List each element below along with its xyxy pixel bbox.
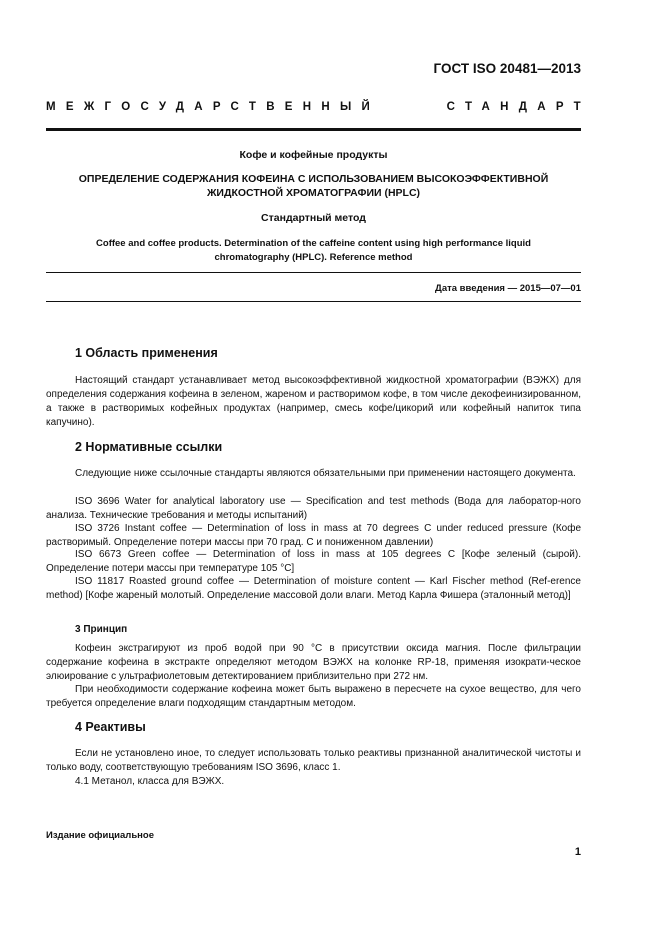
standard-code: ГОСТ ISO 20481—2013 — [433, 61, 581, 76]
section-2-paragraph-1 — [46, 467, 581, 481]
banner-interstate: МЕЖГОСУДАРСТВЕННЫЙ — [46, 101, 381, 113]
section-2-text-2: ISO 3696 Water for analytical laboratory use — Specification and test methods (Вода для лаборатор-ного анализа. Технические требования и методы испытаний) — [46, 496, 581, 521]
section-2-paragraph-5 — [46, 575, 581, 603]
section-3-text-2: При необходимости содержание кофеина может быть выражено в пересчете на сухое вещество, для чего требуется определение влаги подходящим стандартным методом. — [46, 684, 581, 709]
section-4-text-2: 4.1 Метанол, класса для ВЭЖХ. — [75, 776, 225, 787]
introduction-date: Дата введения — 2015—07—01 — [435, 283, 581, 294]
method-line: Стандартный метод — [261, 212, 366, 224]
title-line-2: ЖИДКОСТНОЙ ХРОМАТОГРАФИИ (HPLC) — [206, 187, 421, 199]
section-3-paragraph-2 — [46, 683, 581, 711]
section-4-text-1: Если не установлено иное, то следует использовать только реактивы признанной аналитической чистоты и только воду, соответствующую требованиям ISO 3696, класс 1. — [46, 748, 581, 773]
section-1-paragraph — [46, 374, 581, 430]
section-2-heading: 2 Нормативные ссылки — [75, 440, 223, 454]
section-2-text-3: ISO 3726 Instant coffee — Determination of loss in mass at 70 degrees C under reduced pressure (Кофе растворимый. Определение потери массы при 70 град. С и пониженном давлении) — [46, 523, 581, 548]
section-2-paragraph-2 — [46, 495, 581, 523]
title-rule — [46, 272, 581, 273]
section-2-text-1: Следующие ниже ссылочные стандарты являются обязательными при применении настоящего документа. — [75, 468, 576, 479]
section-2-text-4: ISO 6673 Green coffee — Determination of loss in mass at 105 degrees C [Кофе зеленый (сырой). Определение потери массы при температуре 105 °С] — [46, 549, 581, 574]
page-number: 1 — [574, 846, 581, 858]
section-2-paragraph-3 — [46, 522, 581, 550]
date-rule — [46, 301, 581, 302]
official-edition-label: Издание официальное — [46, 830, 154, 841]
topic-line: Кофе и кофейные продукты — [239, 149, 388, 161]
section-4-paragraph-2 — [46, 775, 581, 789]
section-3-heading: 3 Принцип — [75, 624, 128, 635]
section-4-heading: 4 Реактивы — [75, 720, 146, 734]
section-2-text-5: ISO 11817 Roasted ground coffee — Determination of moisture content — Karl Fischer method (Ref-erence method) [Кофе жареный молотый. Определение массовой доли влаги. Метод Карла Фишера (эталонный метод)] — [46, 576, 581, 601]
section-1-heading: 1 Область применения — [75, 346, 218, 360]
banner-standard: СТАНДАРТ — [446, 101, 591, 113]
section-3-text-1: Кофеин экстрагируют из проб водой при 90 °С в присутствии оксида магния. После фильтрации содержание кофеина в экстракте определяют методом ВЭЖХ на колонке RP-18, применяя изократи-ческое элюирование с ультрафиолетовым детектированием приблизительно при 272 нм. — [46, 643, 581, 682]
english-title-line-1: Coffee and coffee products. Determination of the caffeine content using high performance liquid — [96, 238, 531, 249]
section-3-paragraph-1 — [46, 642, 581, 684]
header-rule — [46, 128, 581, 131]
section-2-paragraph-4 — [46, 548, 581, 576]
section-1-text: Настоящий стандарт устанавливает метод высокоэффективной жидкостной хроматографии (ВЭЖХ) для определения содержания кофеина в зеленом, жареном и растворимом кофе, в том числе декофеинизированном, а также в растворимых кофейных продуктах (например, смесь кофе/цикорий или кофейный напиток типа капучино). — [46, 375, 581, 428]
title-line-1: ОПРЕДЕЛЕНИЕ СОДЕРЖАНИЯ КОФЕИНА С ИСПОЛЬЗОВАНИЕМ ВЫСОКОЭФФЕКТИВНОЙ — [78, 173, 549, 185]
english-title-line-2: chromatography (HPLC). Reference method — [214, 252, 413, 263]
standard-banner — [46, 101, 591, 113]
section-4-paragraph-1 — [46, 747, 581, 775]
